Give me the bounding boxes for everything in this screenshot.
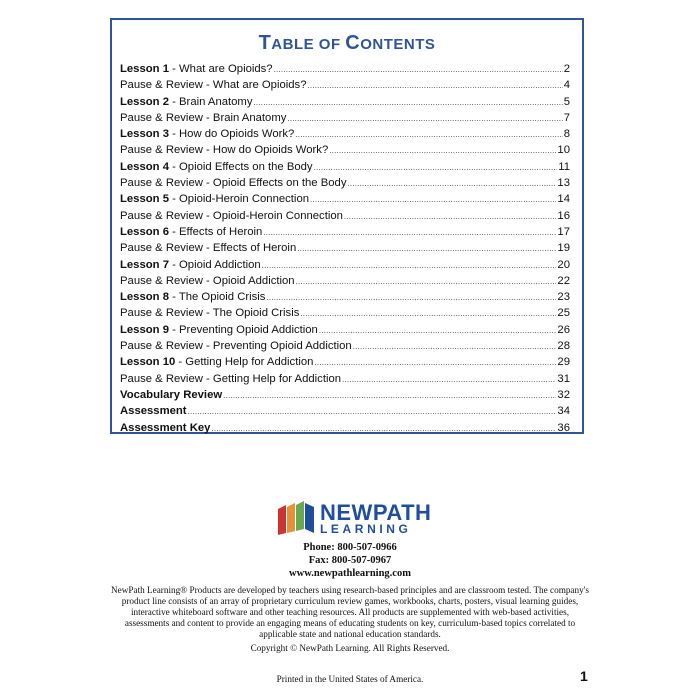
toc-entry-page: 14	[557, 193, 570, 206]
toc-entry-label: Lesson 1 - What are Opioids?	[120, 63, 273, 75]
book-logo-icon	[276, 501, 316, 535]
toc-entry	[120, 242, 570, 258]
toc-entry-label: Pause & Review - Brain Anatomy	[120, 111, 287, 124]
toc-entry-page: 29	[557, 356, 570, 369]
toc-entry-label: Lesson 5 - Opioid-Heroin Connection	[120, 193, 310, 206]
toc-leader-dots	[188, 407, 557, 416]
toc-entry-page: 16	[557, 209, 570, 222]
toc-entry	[120, 389, 570, 405]
toc-entry-label: Pause & Review - How do Opioids Work?	[120, 144, 329, 157]
toc-leader-dots	[314, 163, 558, 172]
toc-leader-dots	[329, 146, 556, 155]
toc-entry-label: Pause & Review - Opioid-Heroin Connection	[120, 209, 343, 222]
toc-entry	[120, 79, 570, 95]
toc-entry	[120, 307, 570, 323]
toc-entry-page: 23	[557, 291, 570, 304]
page-number: 1	[580, 668, 588, 684]
toc-entry	[120, 96, 570, 112]
toc-entry	[120, 405, 570, 421]
toc-entry	[120, 112, 570, 128]
toc-entry-page: 28	[557, 340, 570, 353]
toc-entry-page: 34	[557, 405, 570, 418]
toc-entry-label: Pause & Review - Opioid Addiction	[120, 274, 295, 287]
toc-list	[120, 63, 570, 438]
toc-entry-page: 36	[557, 421, 570, 434]
toc-entry-label: Pause & Review - Opioid Effects on the Body	[120, 177, 347, 190]
toc-entry-label: Assessment	[120, 405, 187, 418]
toc-entry	[120, 324, 570, 340]
toc-entry-page: 32	[557, 388, 570, 401]
toc-entry	[120, 340, 570, 356]
toc-entry-page: 8	[563, 128, 570, 141]
toc-entry	[120, 422, 570, 438]
website-link[interactable]: www.newpathlearning.com	[289, 568, 411, 579]
phone-number: Phone: 800-507-0966	[303, 542, 397, 553]
toc-entry-label: Lesson 4 - Opioid Effects on the Body	[120, 160, 313, 173]
toc-entry	[120, 291, 570, 307]
toc-entry-label: Assessment Key	[120, 421, 211, 434]
toc-entry-label: Pause & Review - Getting Help for Addiction	[120, 372, 342, 385]
toc-entry-label: Lesson 2 - Brain Anatomy	[120, 95, 253, 108]
toc-entry-page: 4	[563, 79, 570, 92]
toc-leader-dots	[296, 277, 557, 286]
toc-entry-page: 26	[557, 323, 570, 336]
logo-text-newpath: NEWPATH	[320, 500, 432, 525]
toc-leader-dots	[295, 130, 562, 139]
toc-entry-label: Pause & Review - The Opioid Crisis	[120, 307, 300, 320]
toc-entry	[120, 144, 570, 160]
toc-entry-page: 2	[563, 63, 570, 75]
toc-entry	[120, 161, 570, 177]
toc-leader-dots	[347, 179, 556, 188]
toc-leader-dots	[223, 391, 556, 400]
toc-entry-page: 5	[563, 95, 570, 108]
toc-entry-label: Lesson 10 - Getting Help for Addiction	[120, 356, 314, 369]
toc-entry	[120, 259, 570, 275]
printed-notice: Printed in the United States of America.	[276, 674, 424, 684]
toc-leader-dots	[310, 195, 556, 204]
toc-entry-label: Lesson 7 - Opioid Addiction	[120, 258, 261, 271]
toc-leader-dots	[274, 65, 563, 74]
toc-leader-dots	[307, 81, 562, 90]
toc-entry-page: 11	[558, 160, 570, 173]
toc-entry-label: Lesson 8 - The Opioid Crisis	[120, 291, 266, 304]
toc-entry	[120, 373, 570, 389]
toc-entry	[120, 193, 570, 209]
toc-entry-page: 10	[557, 144, 570, 157]
toc-entry-label: Pause & Review - Preventing Opioid Addiction	[120, 340, 352, 353]
toc-entry-label: Vocabulary Review	[120, 388, 223, 401]
toc-entry-label: Lesson 6 - Effects of Heroin	[120, 225, 263, 238]
toc-entry	[120, 210, 570, 226]
toc-entry-page: 17	[557, 225, 570, 238]
toc-title: TABLE OF CONTENTS	[258, 32, 436, 54]
toc-entry	[120, 63, 570, 79]
toc-entry	[120, 177, 570, 193]
toc-entry-page: 13	[557, 177, 570, 190]
toc-entry	[120, 128, 570, 144]
logo-text-learning: LEARNING	[320, 522, 412, 536]
toc-leader-dots	[344, 212, 557, 221]
company-description: NewPath Learning® Products are developed by teachers using research-based principles and are classroom tested. The company's product line consists of an array of proprietary curriculum review games, workbooks, charts, posters, visual learning guides, interactive whiteboard software and other teaching resources. All products are supplemented with web-based activities, assessments and content to provide an engaging means of educating students on key, curriculum-based topics correlated to applicable state and national education standards.	[111, 585, 589, 639]
newpath-logo	[276, 500, 436, 536]
toc-leader-dots	[287, 114, 562, 123]
toc-entry-page: 31	[557, 372, 570, 385]
toc-entry-page: 20	[557, 258, 570, 271]
toc-leader-dots	[314, 358, 556, 367]
toc-entry-page: 25	[557, 307, 570, 320]
toc-leader-dots	[342, 375, 556, 384]
toc-leader-dots	[300, 309, 556, 318]
toc-leader-dots	[297, 244, 556, 253]
toc-entry	[120, 275, 570, 291]
toc-entry	[120, 356, 570, 372]
toc-leader-dots	[262, 261, 557, 270]
toc-entry-page: 19	[557, 242, 570, 255]
fax-number: Fax: 800-507-0967	[308, 555, 392, 566]
toc-leader-dots	[319, 326, 557, 335]
copyright-notice: Copyright © NewPath Learning. All Rights Reserved.	[250, 643, 450, 653]
toc-leader-dots	[266, 293, 556, 302]
toc-leader-dots	[263, 228, 556, 237]
toc-entry-page: 22	[557, 274, 570, 287]
toc-entry-page: 7	[563, 111, 570, 124]
toc-entry-label: Pause & Review - What are Opioids?	[120, 79, 307, 92]
toc-entry	[120, 226, 570, 242]
toc-leader-dots	[211, 424, 556, 433]
table-of-contents-box	[110, 18, 584, 434]
toc-leader-dots	[353, 342, 557, 351]
toc-entry-label: Pause & Review - Effects of Heroin	[120, 242, 297, 255]
toc-entry-label: Lesson 3 - How do Opioids Work?	[120, 128, 295, 141]
toc-leader-dots	[254, 98, 563, 107]
toc-entry-label: Lesson 9 - Preventing Opioid Addiction	[120, 323, 318, 336]
